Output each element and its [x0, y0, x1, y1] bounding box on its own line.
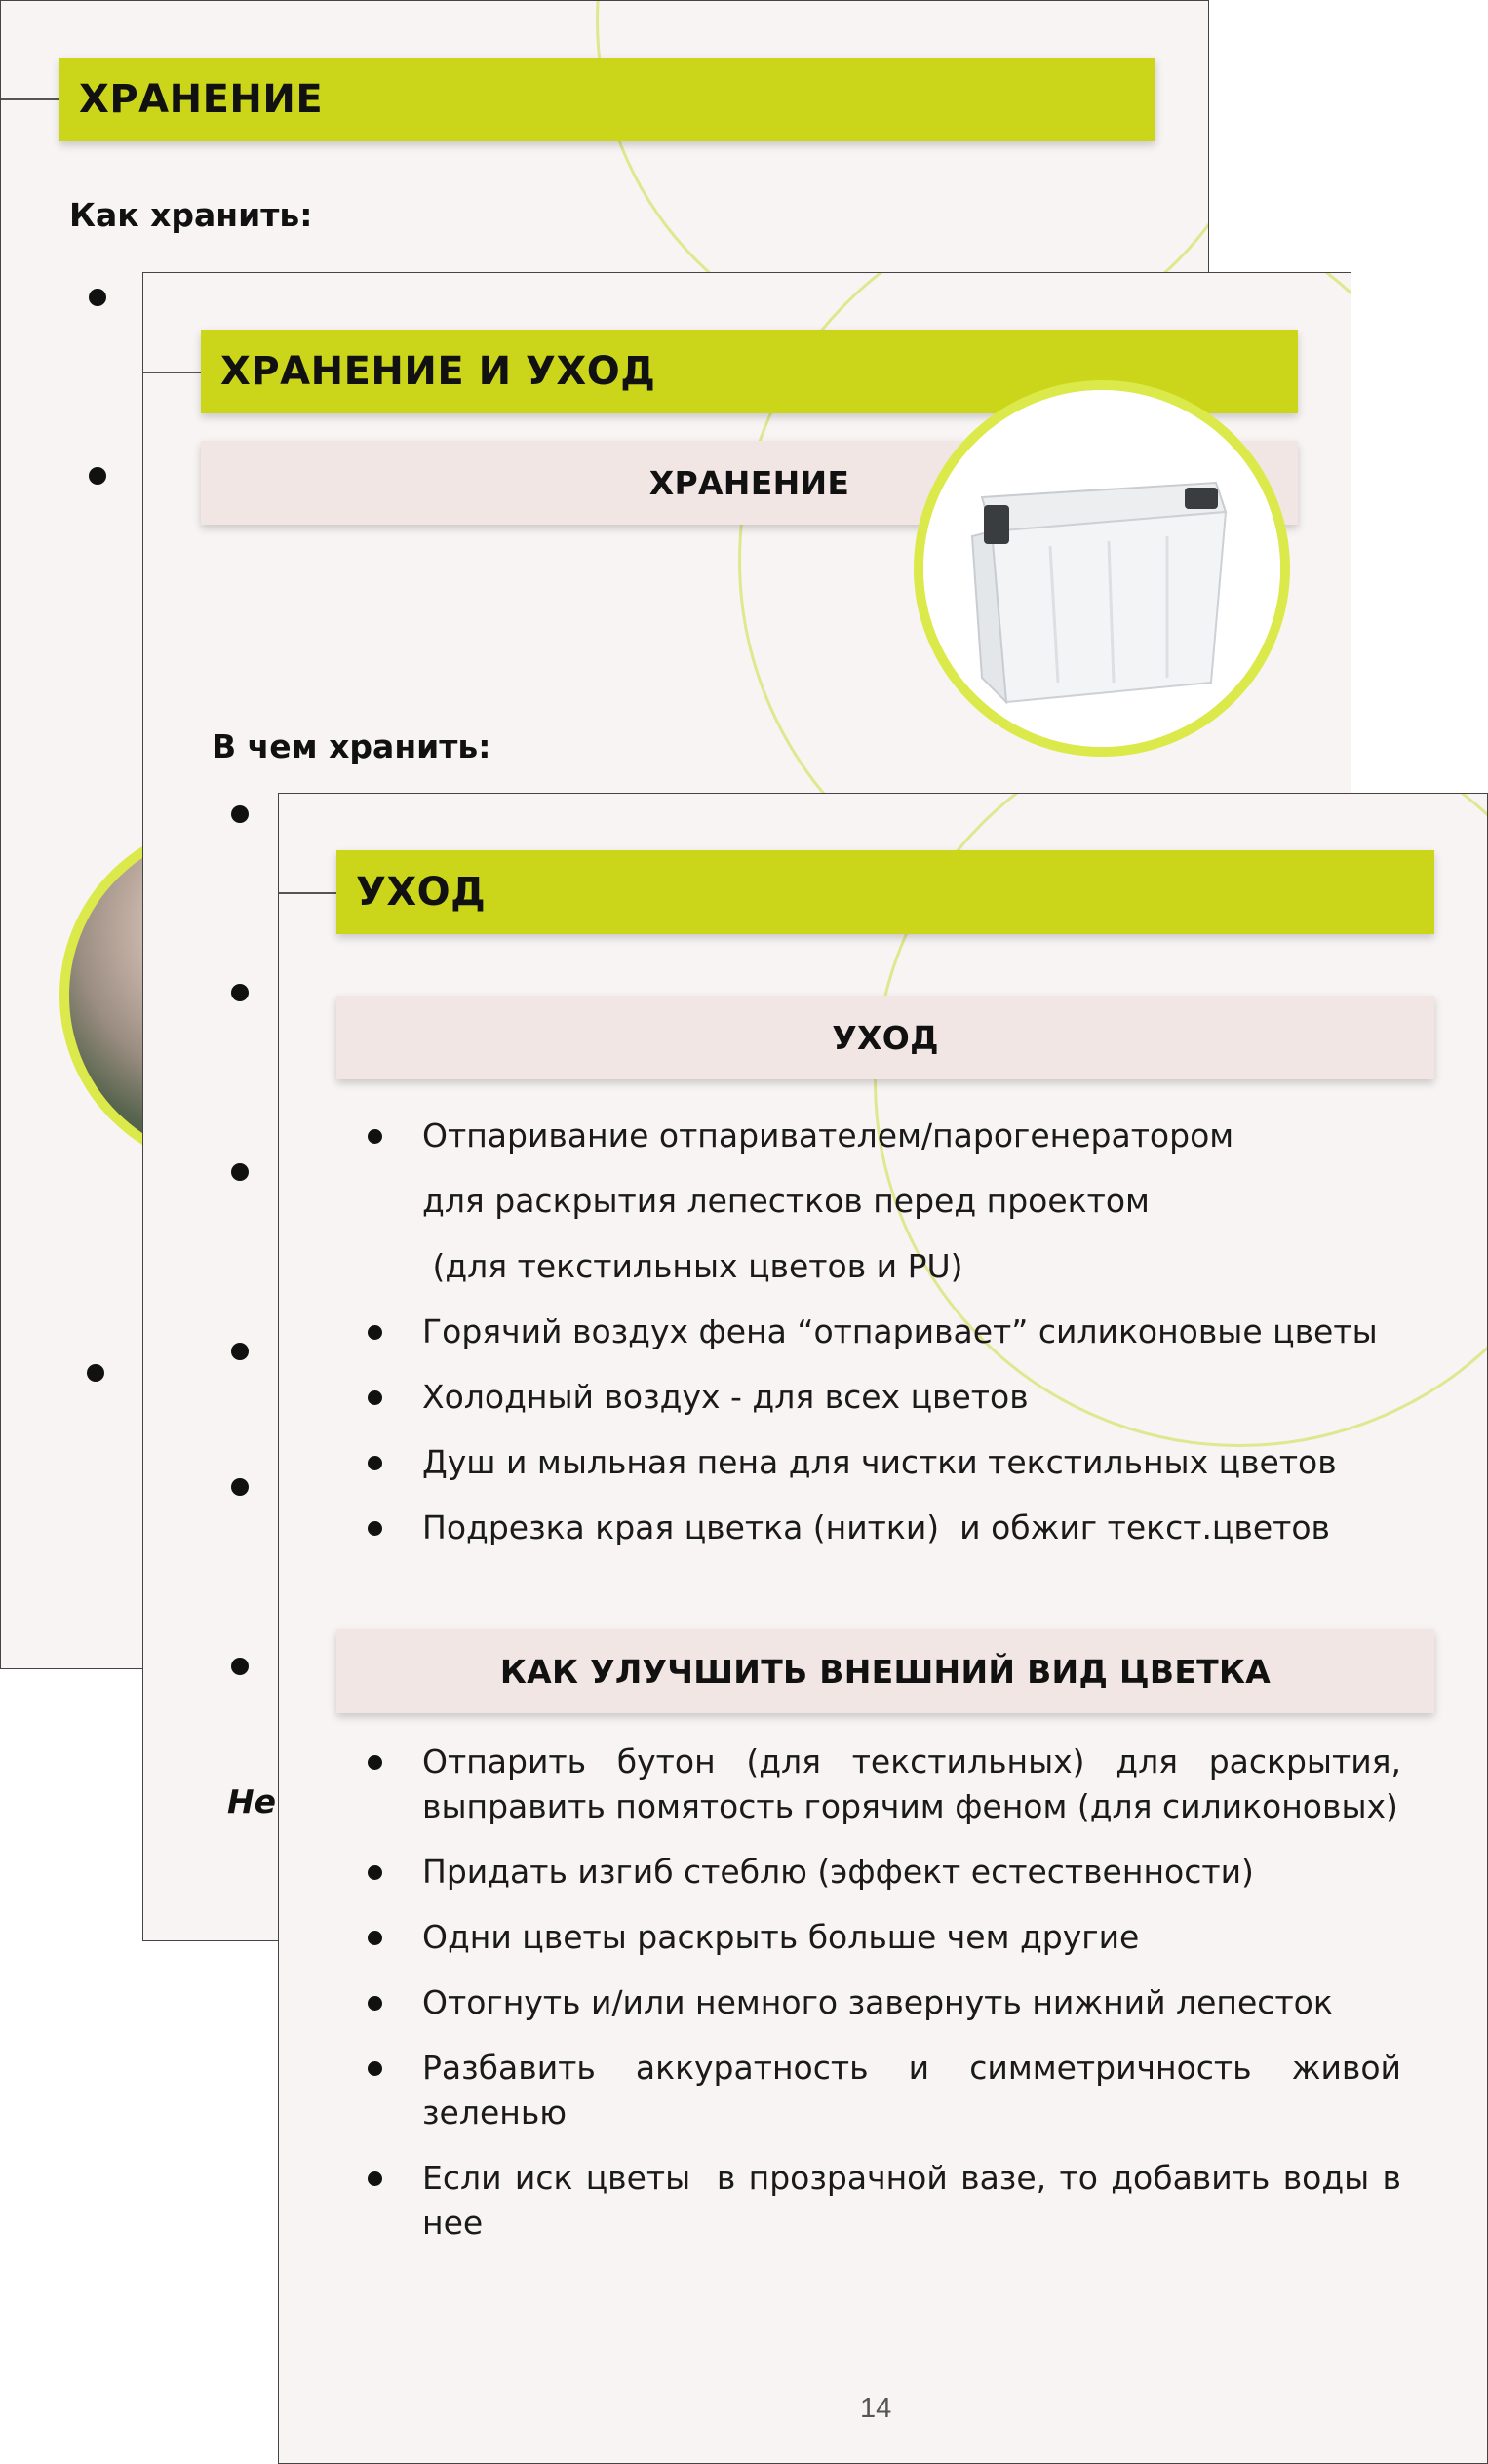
- page-number: 14: [860, 2393, 892, 2424]
- bullet: [89, 289, 106, 306]
- how-to-store-label: Как хранить:: [69, 196, 313, 234]
- list-item: Отогнуть и/или немного завернуть нижний лепесток: [366, 1980, 1401, 2025]
- list-item: Отпаривание отпаривателем/парогенератором: [366, 1114, 1401, 1158]
- section-bar-improve: [336, 1629, 1434, 1713]
- plastic-storage-box-icon: [923, 390, 1280, 747]
- list-item: Придать изгиб стеблю (эффект естественности): [366, 1850, 1401, 1895]
- slide-care: [278, 793, 1488, 2464]
- list-item: Горячий воздух фена “отпаривает” силиконовые цветы: [366, 1310, 1401, 1354]
- slide-header: [59, 58, 1155, 141]
- list-item: Если иск цветы в прозрачной вазе, то добавить воды в нее: [366, 2156, 1401, 2246]
- section-title: ХРАНЕНИЕ: [648, 463, 850, 502]
- list-item-continuation: для раскрытия лепестков перед проектом: [422, 1182, 1150, 1220]
- slide-header-title: ХРАНЕНИЕ И УХОД: [220, 349, 656, 394]
- bullet: [89, 467, 106, 485]
- list-item: Одни цветы раскрыть больше чем другие: [366, 1915, 1401, 1960]
- slide-header: [336, 850, 1434, 934]
- header-connector: [1, 98, 59, 100]
- slide-header-title: ХРАНЕНИЕ: [79, 77, 324, 122]
- list-item: Душ и мыльная пена для чистки текстильных цветов: [366, 1440, 1401, 1485]
- bullet: [231, 805, 249, 823]
- section-title: КАК УЛУЧШИТЬ ВНЕШНИЙ ВИД ЦВЕТКА: [499, 1652, 1272, 1691]
- improve-list: [366, 1740, 1412, 2266]
- bullet: [231, 1658, 249, 1675]
- header-connector: [279, 892, 337, 894]
- list-item: Разбавить аккуратность и симметричность живой зеленью: [366, 2046, 1401, 2135]
- list-item-continuation: (для текстильных цветов и PU): [422, 1247, 963, 1285]
- section-bar-care: [336, 996, 1434, 1079]
- bullet: [231, 1478, 249, 1496]
- truncated-note: Не: [227, 1782, 276, 1820]
- care-list: [366, 1114, 1401, 1571]
- bullet: [231, 984, 249, 1001]
- section-title: УХОД: [832, 1018, 939, 1057]
- bullet: [231, 1163, 249, 1181]
- bullet: [87, 1364, 104, 1382]
- header-connector: [143, 372, 202, 373]
- where-to-store-label: В чем хранить:: [212, 727, 491, 765]
- list-item: Подрезка края цветка (нитки) и обжиг текст.цветов: [366, 1506, 1401, 1550]
- slide-header-title: УХОД: [356, 870, 487, 915]
- storage-box-photo: [914, 380, 1290, 757]
- bullet: [231, 1343, 249, 1360]
- list-item: Холодный воздух - для всех цветов: [366, 1375, 1401, 1420]
- list-item: Отпарить бутон (для текстильных) для раскрытия, выправить помятость горячим феном (для силиконовых): [366, 1740, 1401, 1829]
